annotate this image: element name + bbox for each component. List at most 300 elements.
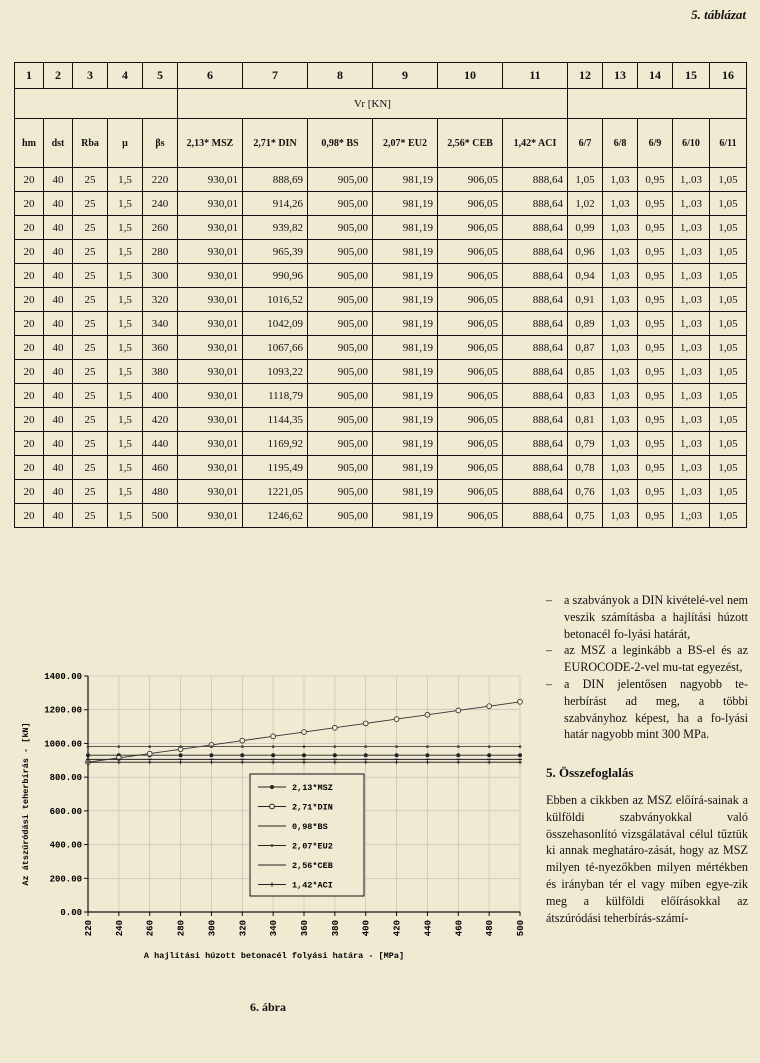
data-point: [117, 745, 120, 748]
table-cell: 40: [44, 504, 73, 528]
legend-label: 2,13*MSZ: [292, 783, 333, 793]
data-point: [456, 708, 461, 713]
table-cell: 1195,49: [243, 456, 308, 480]
table-cell: 1246,62: [243, 504, 308, 528]
header-number-cell: 11: [503, 63, 568, 89]
table-cell: 40: [44, 480, 73, 504]
y-tick-label: 200.00: [49, 874, 82, 885]
table-cell: 25: [73, 312, 108, 336]
table-row: [15, 480, 747, 504]
table-cell: 0,95: [638, 432, 673, 456]
table-cell: 888,64: [503, 384, 568, 408]
table-row: [15, 456, 747, 480]
column-header: 2,07* EU2: [373, 119, 438, 168]
table-cell: 40: [44, 312, 73, 336]
table-cell: 20: [15, 504, 44, 528]
data-point: [518, 753, 522, 757]
table-cell: 930,01: [178, 312, 243, 336]
table-cell: 25: [73, 480, 108, 504]
table-cell: 20: [15, 360, 44, 384]
table-cell: 25: [73, 384, 108, 408]
table-cell: 1,03: [603, 456, 638, 480]
table-cell: 930,01: [178, 288, 243, 312]
table-cell: 40: [44, 408, 73, 432]
table-cell: 1,.03: [673, 456, 710, 480]
conclusion-text: a szabványok a DIN kivételé-vel nem veszik számításba a hajlítási húzott betonacél fo-lyási határát,: [564, 593, 748, 641]
table-cell: 0,95: [638, 480, 673, 504]
header-number-cell: 8: [308, 63, 373, 89]
conclusion-item: [546, 642, 748, 676]
column-header: 0,98* BS: [308, 119, 373, 168]
data-point: [271, 734, 276, 739]
table-cell: 1,.03: [673, 408, 710, 432]
table-cell: 981,19: [373, 432, 438, 456]
table-cell: 0,99: [568, 216, 603, 240]
table-row: [15, 360, 747, 384]
header-number-cell: 5: [143, 63, 178, 89]
legend-label: 2,56*CEB: [292, 861, 333, 871]
data-point: [271, 753, 275, 757]
y-tick-label: 0.00: [60, 908, 82, 918]
table-cell: 1,05: [710, 504, 747, 528]
blank-header-cell: [568, 89, 747, 119]
table-cell: 1,02: [568, 192, 603, 216]
y-tick-label: 600.00: [49, 806, 82, 817]
table-cell: 240: [143, 192, 178, 216]
table-cell: 906,05: [438, 336, 503, 360]
table-row: [15, 336, 747, 360]
table-cell: 40: [44, 336, 73, 360]
table-cell: 1,05: [710, 384, 747, 408]
table-cell: 1,5: [108, 480, 143, 504]
summary-paragraph: Ebben a cikkben az MSZ előírá-sainak a külföldi szabványokkal való összehasonlító vizsgálatával célul tűztük ki annak meghatáro-zását, hogy az MSZ milyen té-nyezőkben milyen mértékben és irányban tér el vagy miben egye-zik meg a külföldi előírásokkal az átszúródási teherbírás-számí-: [546, 792, 748, 925]
data-point: [519, 745, 522, 748]
header-number-cell: 9: [373, 63, 438, 89]
table-cell: 1,05: [710, 288, 747, 312]
table-cell: 20: [15, 384, 44, 408]
column-header: βs: [143, 119, 178, 168]
table-cell: 1,03: [603, 312, 638, 336]
data-point: [241, 745, 244, 748]
table-cell: 0,95: [638, 312, 673, 336]
table-cell: 0,95: [638, 360, 673, 384]
x-tick-label: 280: [176, 920, 187, 937]
x-tick-label: 440: [423, 920, 434, 937]
data-point: [240, 753, 244, 757]
table-cell: 0,95: [638, 384, 673, 408]
table-cell: 981,19: [373, 312, 438, 336]
table-cell: 20: [15, 288, 44, 312]
table-cell: 906,05: [438, 192, 503, 216]
table-cell: 990,96: [243, 264, 308, 288]
table-cell: 888,64: [503, 216, 568, 240]
data-point: [147, 751, 152, 756]
table-cell: 981,19: [373, 192, 438, 216]
data-point: [395, 745, 398, 748]
table-cell: 1,05: [710, 432, 747, 456]
table-cell: 930,01: [178, 504, 243, 528]
data-point: [302, 753, 306, 757]
table-cell: 20: [15, 168, 44, 192]
table-cell: 906,05: [438, 240, 503, 264]
table-cell: 25: [73, 432, 108, 456]
table-cell: 20: [15, 192, 44, 216]
table-cell: 930,01: [178, 264, 243, 288]
table-cell: 1,03: [603, 480, 638, 504]
table-cell: 906,05: [438, 432, 503, 456]
table-cell: 905,00: [308, 312, 373, 336]
table-cell: 40: [44, 432, 73, 456]
table-cell: 888,64: [503, 240, 568, 264]
table-cell: 888,64: [503, 264, 568, 288]
table-cell: 20: [15, 432, 44, 456]
table-cell: 1,.03: [673, 264, 710, 288]
table-cell: 1,05: [710, 408, 747, 432]
table-cell: 981,19: [373, 504, 438, 528]
table-cell: 20: [15, 312, 44, 336]
table-cell: 1,5: [108, 456, 143, 480]
dash-marker: –: [546, 676, 553, 691]
table-cell: 930,01: [178, 432, 243, 456]
table-cell: 20: [15, 216, 44, 240]
column-header: μ: [108, 119, 143, 168]
table-cell: 1,03: [603, 384, 638, 408]
table-cell: 1,05: [710, 480, 747, 504]
data-point: [209, 760, 213, 764]
table-cell: 1,05: [710, 192, 747, 216]
figure-6: [18, 662, 538, 982]
table-cell: 888,64: [503, 192, 568, 216]
table-cell: 25: [73, 240, 108, 264]
table-row: [15, 264, 747, 288]
table-cell: 360: [143, 336, 178, 360]
table-cell: 25: [73, 168, 108, 192]
table-cell: 0,94: [568, 264, 603, 288]
y-tick-label: 1200.00: [44, 705, 82, 716]
table-cell: 1,05: [710, 216, 747, 240]
table-cell: 40: [44, 384, 73, 408]
table-cell: 40: [44, 360, 73, 384]
table-cell: 906,05: [438, 360, 503, 384]
table-cell: 0,89: [568, 312, 603, 336]
table-cell: 939,82: [243, 216, 308, 240]
data-point: [363, 721, 368, 726]
data-point: [487, 760, 491, 764]
data-point: [456, 760, 460, 764]
conclusion-text: az MSZ a leginkább a BS-el és az EUROCODE-2-vel mu-tat egyezést,: [564, 643, 748, 675]
table-cell: 1,5: [108, 216, 143, 240]
table-row: [15, 408, 747, 432]
table-cell: 930,01: [178, 408, 243, 432]
table-cell: 981,19: [373, 360, 438, 384]
table-cell: 0,85: [568, 360, 603, 384]
table-cell: 1,5: [108, 408, 143, 432]
data-point: [364, 760, 368, 764]
data-point: [457, 745, 460, 748]
table-cell: 0,95: [638, 456, 673, 480]
table-row: [15, 384, 747, 408]
table-cell: 0,95: [638, 336, 673, 360]
table-cell: 1,5: [108, 240, 143, 264]
table-cell: 930,01: [178, 360, 243, 384]
data-point: [333, 760, 337, 764]
x-tick-label: 480: [485, 920, 496, 937]
table-cell: 220: [143, 168, 178, 192]
data-point: [364, 745, 367, 748]
table-cell: 888,64: [503, 312, 568, 336]
data-point: [148, 745, 151, 748]
data-point: [487, 704, 492, 709]
data-point: [456, 753, 460, 757]
x-tick-label: 240: [114, 920, 125, 937]
table-cell: 25: [73, 504, 108, 528]
legend-label: 2,71*DIN: [292, 802, 333, 813]
y-tick-label: 400.00: [49, 840, 82, 851]
table-cell: 40: [44, 168, 73, 192]
legend-label: 2,07*EU2: [292, 841, 333, 852]
table-cell: 0,95: [638, 240, 673, 264]
table-cell: 1,.03: [673, 216, 710, 240]
table-cell: 1,5: [108, 384, 143, 408]
table-cell: 1,5: [108, 168, 143, 192]
table-cell: 1,03: [603, 264, 638, 288]
table-cell: 981,19: [373, 336, 438, 360]
table-cell: 0,95: [638, 216, 673, 240]
table-cell: 40: [44, 216, 73, 240]
data-point: [210, 745, 213, 748]
column-header: hm: [15, 119, 44, 168]
table-cell: 320: [143, 288, 178, 312]
table-cell: 906,05: [438, 312, 503, 336]
column-header: 6/9: [638, 119, 673, 168]
table-cell: 20: [15, 456, 44, 480]
table-cell: 0,95: [638, 192, 673, 216]
table-cell: 1,05: [710, 456, 747, 480]
table-cell: 25: [73, 216, 108, 240]
x-tick-label: 360: [300, 920, 310, 937]
table-cell: 930,01: [178, 216, 243, 240]
x-tick-label: 260: [145, 920, 156, 937]
table-cell: 981,19: [373, 456, 438, 480]
table-cell: 1,;03: [673, 504, 710, 528]
data-point: [148, 760, 152, 764]
table-cell: 905,00: [308, 240, 373, 264]
table-cell: 914,26: [243, 192, 308, 216]
table-cell: 1,5: [108, 264, 143, 288]
table-cell: 440: [143, 432, 178, 456]
table-cell: 981,19: [373, 168, 438, 192]
table-cell: 1,.03: [673, 432, 710, 456]
table-cell: 1,.03: [673, 192, 710, 216]
data-point: [179, 753, 183, 757]
data-point: [518, 699, 523, 704]
table-cell: 1,05: [710, 360, 747, 384]
table-cell: 930,01: [178, 480, 243, 504]
table-cell: 965,39: [243, 240, 308, 264]
table-cell: 40: [44, 240, 73, 264]
table-cell: 906,05: [438, 408, 503, 432]
x-tick-label: 300: [207, 920, 218, 937]
table-cell: 0,79: [568, 432, 603, 456]
table-cell: 0,95: [638, 288, 673, 312]
data-point: [425, 753, 429, 757]
table-row: [15, 432, 747, 456]
column-header: 6/11: [710, 119, 747, 168]
table-cell: 400: [143, 384, 178, 408]
table-cell: 981,19: [373, 408, 438, 432]
table-row: [15, 288, 747, 312]
x-tick-label: 400: [361, 920, 372, 937]
table-cell: 1,03: [603, 432, 638, 456]
table-cell: 25: [73, 336, 108, 360]
table-cell: 1,5: [108, 360, 143, 384]
table-cell: 888,64: [503, 504, 568, 528]
table-cell: 1,05: [710, 240, 747, 264]
data-point: [518, 760, 522, 764]
table-cell: 906,05: [438, 264, 503, 288]
table-cell: 1169,92: [243, 432, 308, 456]
table-cell: 1,.03: [673, 240, 710, 264]
table-cell: 1,.03: [673, 336, 710, 360]
table-cell: 981,19: [373, 240, 438, 264]
data-point: [303, 745, 306, 748]
table-cell: 1,5: [108, 432, 143, 456]
data-point: [426, 745, 429, 748]
line-chart: [18, 662, 538, 982]
table-cell: 460: [143, 456, 178, 480]
table-cell: 888,69: [243, 168, 308, 192]
table-cell: 906,05: [438, 384, 503, 408]
conclusion-text: a DIN jelentősen nagyobb te-herbírást ad meg, a többi szabványhoz képest, ha a fo-lyási határ nagyobb mint 300 MPa.: [564, 676, 748, 742]
data-point: [302, 760, 306, 764]
data-point: [302, 730, 307, 735]
table-cell: 1144,35: [243, 408, 308, 432]
column-header: 6/7: [568, 119, 603, 168]
table-cell: 906,05: [438, 168, 503, 192]
table-cell: 906,05: [438, 288, 503, 312]
data-point: [333, 745, 336, 748]
table-cell: 905,00: [308, 432, 373, 456]
table-cell: 340: [143, 312, 178, 336]
column-header: 2,56* CEB: [438, 119, 503, 168]
table-cell: 888,64: [503, 168, 568, 192]
data-point: [488, 745, 491, 748]
table-cell: 0,75: [568, 504, 603, 528]
table-cell: 888,64: [503, 408, 568, 432]
table-cell: 930,01: [178, 168, 243, 192]
table-cell: 20: [15, 240, 44, 264]
table-cell: 1,5: [108, 288, 143, 312]
table-cell: 905,00: [308, 168, 373, 192]
table-cell: 906,05: [438, 480, 503, 504]
table-cell: 888,64: [503, 480, 568, 504]
data-point: [332, 725, 337, 730]
figure-caption: 6. ábra: [250, 1000, 286, 1014]
table-cell: 1,05: [710, 168, 747, 192]
legend-label: 0,98*BS: [292, 822, 328, 832]
table-cell: 1042,09: [243, 312, 308, 336]
table-row: [15, 216, 747, 240]
table-cell: 1,.03: [673, 384, 710, 408]
table-cell: 905,00: [308, 384, 373, 408]
table-cell: 1221,05: [243, 480, 308, 504]
table-cell: 25: [73, 288, 108, 312]
x-tick-label: 500: [516, 920, 526, 937]
table-cell: 1,.03: [673, 312, 710, 336]
table-cell: 0,96: [568, 240, 603, 264]
table-cell: 1067,66: [243, 336, 308, 360]
table-cell: 0,95: [638, 408, 673, 432]
table-cell: 981,19: [373, 264, 438, 288]
table-cell: 500: [143, 504, 178, 528]
dash-marker: –: [546, 643, 553, 658]
data-point: [86, 753, 90, 757]
data-point: [240, 738, 245, 743]
results-table: [14, 62, 747, 528]
x-tick-label: 380: [330, 920, 341, 937]
table-cell: 906,05: [438, 456, 503, 480]
table-row: [15, 504, 747, 528]
column-header: 6/8: [603, 119, 638, 168]
y-tick-label: 1000.00: [44, 739, 82, 750]
table-cell: 1,5: [108, 312, 143, 336]
table-cell: 930,01: [178, 384, 243, 408]
table-cell: 930,01: [178, 240, 243, 264]
table-cell: 0,95: [638, 504, 673, 528]
table-cell: 981,19: [373, 384, 438, 408]
table-cell: 0,78: [568, 456, 603, 480]
header-number-cell: 13: [603, 63, 638, 89]
data-point: [179, 760, 183, 764]
table-cell: 20: [15, 480, 44, 504]
vr-header: Vr [KN]: [178, 89, 568, 119]
table-cell: 905,00: [308, 216, 373, 240]
legend-label: 1,42*ACI: [292, 880, 333, 891]
column-header: 6/10: [673, 119, 710, 168]
table-cell: 905,00: [308, 456, 373, 480]
data-point: [395, 760, 399, 764]
column-header: dst: [44, 119, 73, 168]
table-cell: 905,00: [308, 480, 373, 504]
table-cell: 1,5: [108, 336, 143, 360]
table-cell: 25: [73, 264, 108, 288]
table-cell: 1,03: [603, 408, 638, 432]
table-cell: 1,.03: [673, 360, 710, 384]
dash-marker: –: [546, 593, 553, 607]
table-cell: 1,03: [603, 288, 638, 312]
header-number-cell: 10: [438, 63, 503, 89]
conclusion-item: [546, 676, 748, 743]
header-number-cell: 2: [44, 63, 73, 89]
table-cell: 905,00: [308, 264, 373, 288]
table-cell: 1,03: [603, 192, 638, 216]
column-header: 2,13* MSZ: [178, 119, 243, 168]
table-cell: 981,19: [373, 216, 438, 240]
table-caption: 5. táblázat: [691, 7, 746, 22]
table-cell: 905,00: [308, 288, 373, 312]
table-cell: 40: [44, 288, 73, 312]
table-cell: 1,5: [108, 504, 143, 528]
blank-header-cell: [15, 89, 178, 119]
table-cell: 300: [143, 264, 178, 288]
table-row: [15, 168, 747, 192]
data-point: [209, 753, 213, 757]
data-point: [487, 753, 491, 757]
table-cell: 930,01: [178, 456, 243, 480]
table-cell: 20: [15, 408, 44, 432]
table-cell: 1118,79: [243, 384, 308, 408]
table-cell: 906,05: [438, 216, 503, 240]
